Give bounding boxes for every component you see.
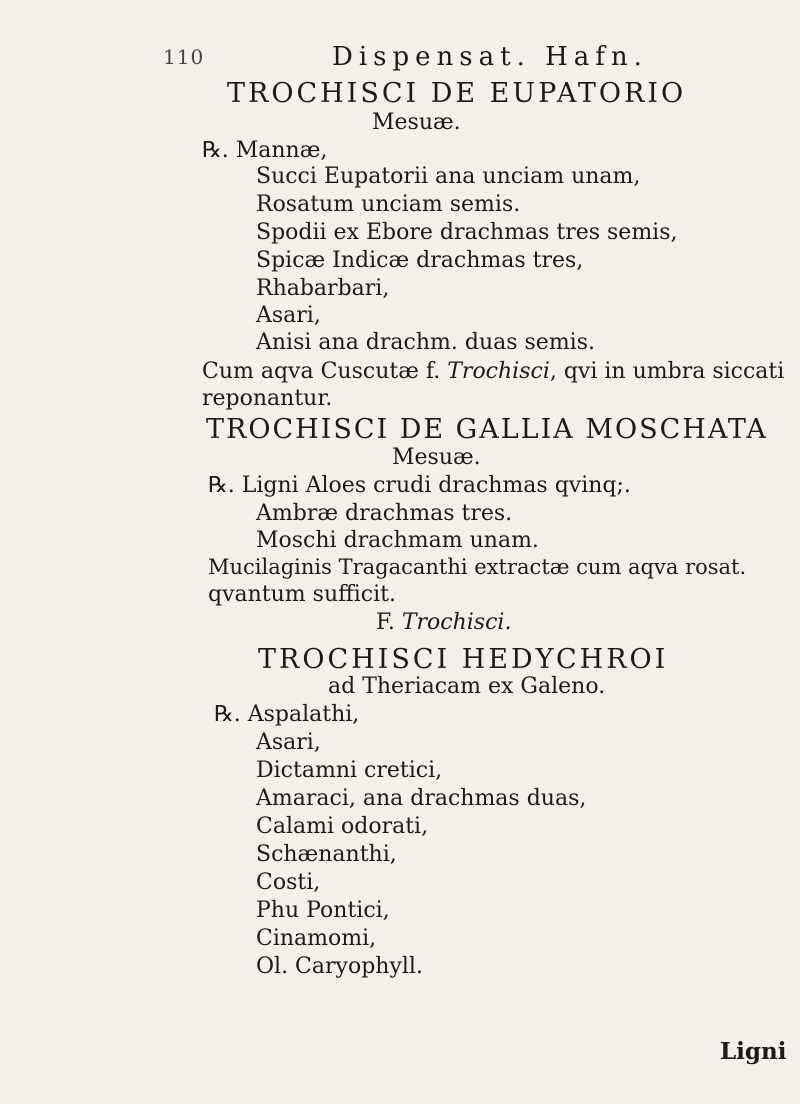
- page-number: 110: [163, 45, 205, 69]
- recipe-line: Calami odorati,: [256, 814, 429, 839]
- recipe-line: Spicæ Indicæ drachmas tres,: [256, 248, 584, 273]
- recipe-line: Ol. Caryophyll.: [256, 954, 423, 979]
- recipe-line: Schænanthi,: [256, 842, 397, 867]
- recipe-line: Phu Pontici,: [256, 898, 390, 923]
- recipe-line: [202, 361, 784, 383]
- recipe-line: Rosatum unciam semis.: [256, 192, 521, 217]
- running-title: Dispensat. Hafn.: [332, 42, 648, 72]
- section-subtitle: Mesuæ.: [392, 445, 481, 470]
- recipe-text: Cum aqva Cuscutæ f.: [202, 359, 441, 384]
- recipe-line: Rhabarbari,: [256, 276, 390, 301]
- recipe-text: , qvi in umbra siccati: [549, 359, 785, 384]
- recipe-line: Dictamni cretici,: [256, 758, 443, 783]
- recipe-line: Asari,: [256, 303, 321, 328]
- section-subtitle: Mesuæ.: [372, 110, 461, 135]
- recipe-line: Amaraci, ana drachmas duas,: [256, 786, 587, 811]
- recipe-line: Costi,: [256, 870, 321, 895]
- recipe-line: qvantum sufficit.: [208, 582, 396, 607]
- section-title: TROCHISCI DE GALLIA MOSCHATA: [206, 414, 768, 445]
- section-title: TROCHISCI DE EUPATORIO: [227, 78, 687, 109]
- catchword: Ligni: [720, 1038, 787, 1065]
- recipe-line: ℞. Mannæ,: [202, 138, 328, 163]
- recipe-line: Moschi drachmam unam.: [256, 528, 539, 553]
- recipe-line: Succi Eupatorii ana unciam unam,: [256, 164, 641, 189]
- recipe-line: ℞. Aspalathi,: [214, 702, 360, 727]
- recipe-line: Ambræ drachmas tres.: [256, 501, 513, 526]
- recipe-line: reponantur.: [202, 386, 333, 411]
- recipe-line: ℞. Ligni Aloes crudi drachmas qvinq;.: [208, 473, 631, 498]
- recipe-line: Cinamomi,: [256, 926, 377, 951]
- section-title: TROCHISCI HEDYCHROI: [258, 644, 669, 675]
- recipe-line: [376, 612, 511, 634]
- recipe-line: Asari,: [256, 730, 321, 755]
- recipe-line: Mucilaginis Tragacanthi extractæ cum aqva rosat.: [208, 555, 747, 579]
- recipe-text: F.: [376, 610, 395, 635]
- recipe-italic: Trochisci: [447, 359, 550, 384]
- recipe-line: Spodii ex Ebore drachmas tres semis,: [256, 220, 678, 245]
- recipe-italic: Trochisci.: [401, 610, 512, 635]
- recipe-line: Anisi ana drachm. duas semis.: [256, 330, 596, 355]
- section-subtitle: ad Theriacam ex Galeno.: [328, 674, 606, 699]
